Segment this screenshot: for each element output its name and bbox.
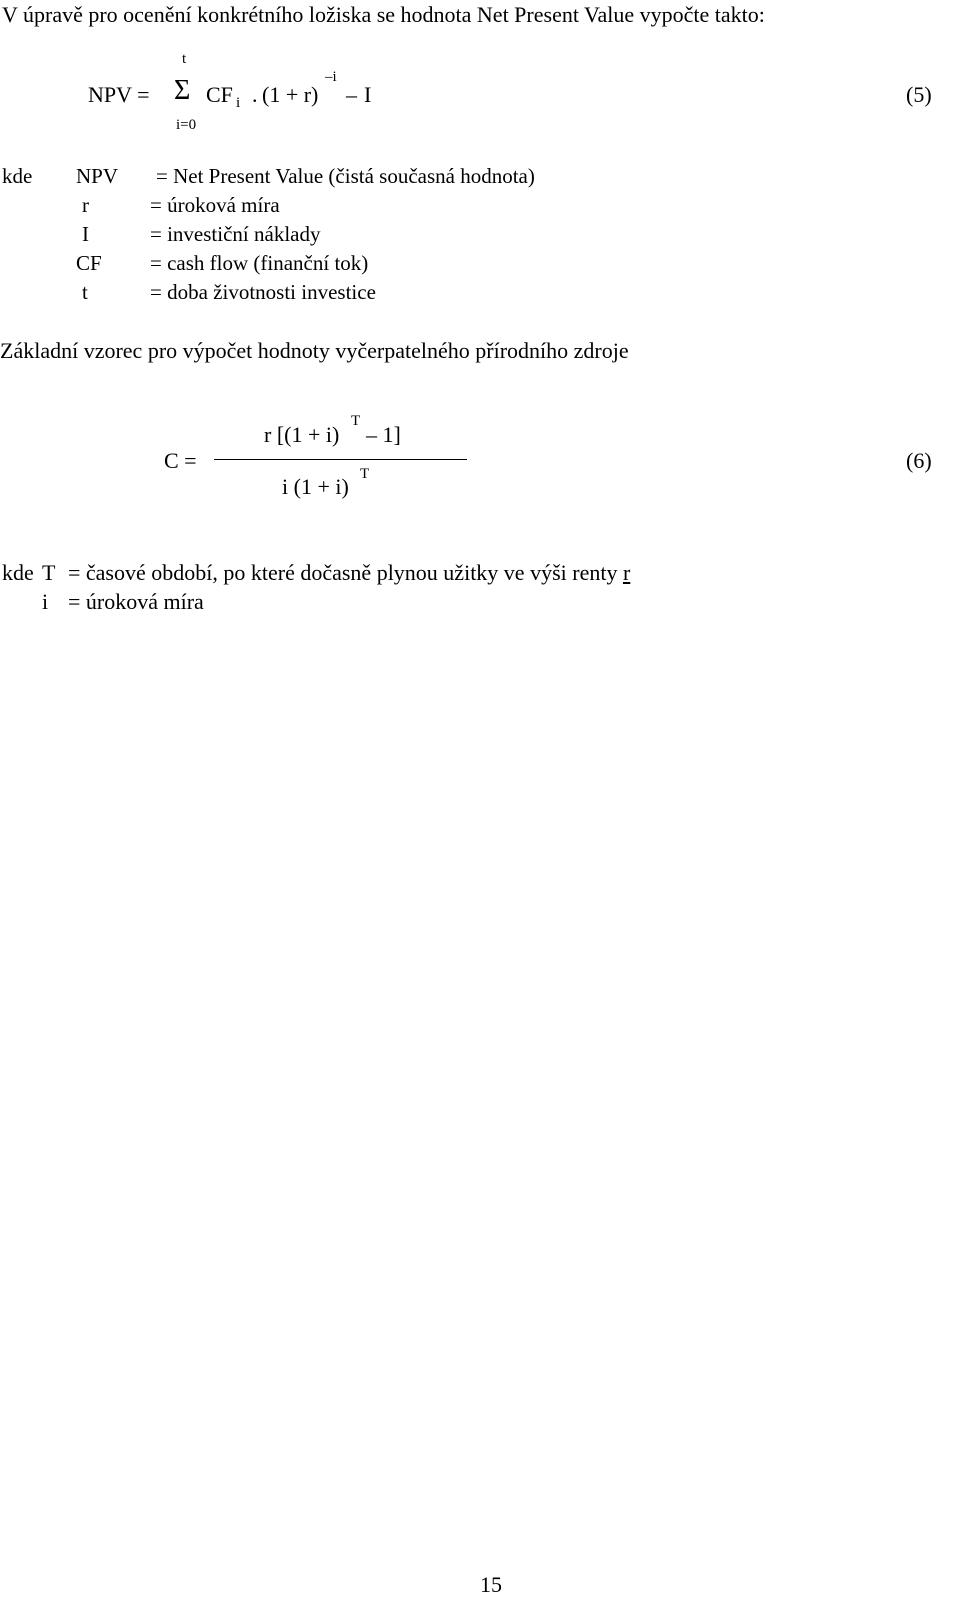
sum-upper-limit: t bbox=[182, 51, 187, 67]
numerator-a: r [(1 + i) bbox=[264, 422, 340, 447]
section-heading: Základní vzorec pro výpočet hodnoty vyčerpatelného přírodního zdroje bbox=[0, 338, 629, 363]
def-description: = cash flow (finanční tok) bbox=[150, 251, 369, 275]
cf-subscript: i bbox=[236, 95, 241, 111]
kde-label: kde bbox=[2, 560, 34, 585]
def-symbol: CF bbox=[76, 251, 102, 275]
discount-exponent: –i bbox=[325, 69, 337, 85]
def-symbol: r bbox=[82, 193, 89, 217]
numerator-exponent: T bbox=[351, 413, 361, 429]
rent-symbol: r bbox=[622, 560, 631, 585]
numerator-b: – 1] bbox=[366, 422, 401, 447]
def-description: = úroková míra bbox=[68, 589, 204, 614]
equation-number-5: (5) bbox=[906, 82, 932, 107]
intro-text: V úpravě pro ocenění konkrétního ložiska se hodnota Net Present Value vypočte takto: bbox=[2, 2, 765, 27]
page-number: 15 bbox=[480, 1572, 502, 1597]
def-description: = Net Present Value (čistá současná hodnota) bbox=[156, 164, 535, 188]
denominator-exponent: T bbox=[360, 466, 370, 482]
investment-term: I bbox=[364, 82, 372, 107]
def-description: = investiční náklady bbox=[150, 222, 321, 246]
cf-term: CF bbox=[206, 82, 233, 107]
def-description-text: = časové období, po které dočasně plynou užitky ve výši renty bbox=[68, 560, 623, 585]
def-symbol: t bbox=[82, 280, 88, 304]
c-lhs: C = bbox=[164, 448, 197, 473]
minus-operator: – bbox=[346, 82, 357, 107]
def-description: = doba životnosti investice bbox=[150, 280, 376, 304]
def-symbol: i bbox=[42, 589, 49, 614]
sum-lower-limit: i=0 bbox=[176, 117, 197, 133]
def-symbol: NPV bbox=[76, 164, 119, 188]
def-description bbox=[68, 560, 630, 586]
kde-label: kde bbox=[2, 164, 33, 188]
equation-number-6: (6) bbox=[906, 448, 932, 473]
denominator-a: i (1 + i) bbox=[282, 474, 349, 499]
dot-operator: . bbox=[252, 82, 258, 107]
fraction-bar bbox=[214, 459, 467, 460]
def-symbol: I bbox=[82, 222, 89, 246]
npv-lhs: NPV = bbox=[88, 82, 150, 107]
def-description: = úroková míra bbox=[150, 193, 280, 217]
def-symbol: T bbox=[42, 560, 56, 585]
discount-base: (1 + r) bbox=[262, 82, 319, 107]
sigma-icon: Σ bbox=[174, 75, 191, 106]
